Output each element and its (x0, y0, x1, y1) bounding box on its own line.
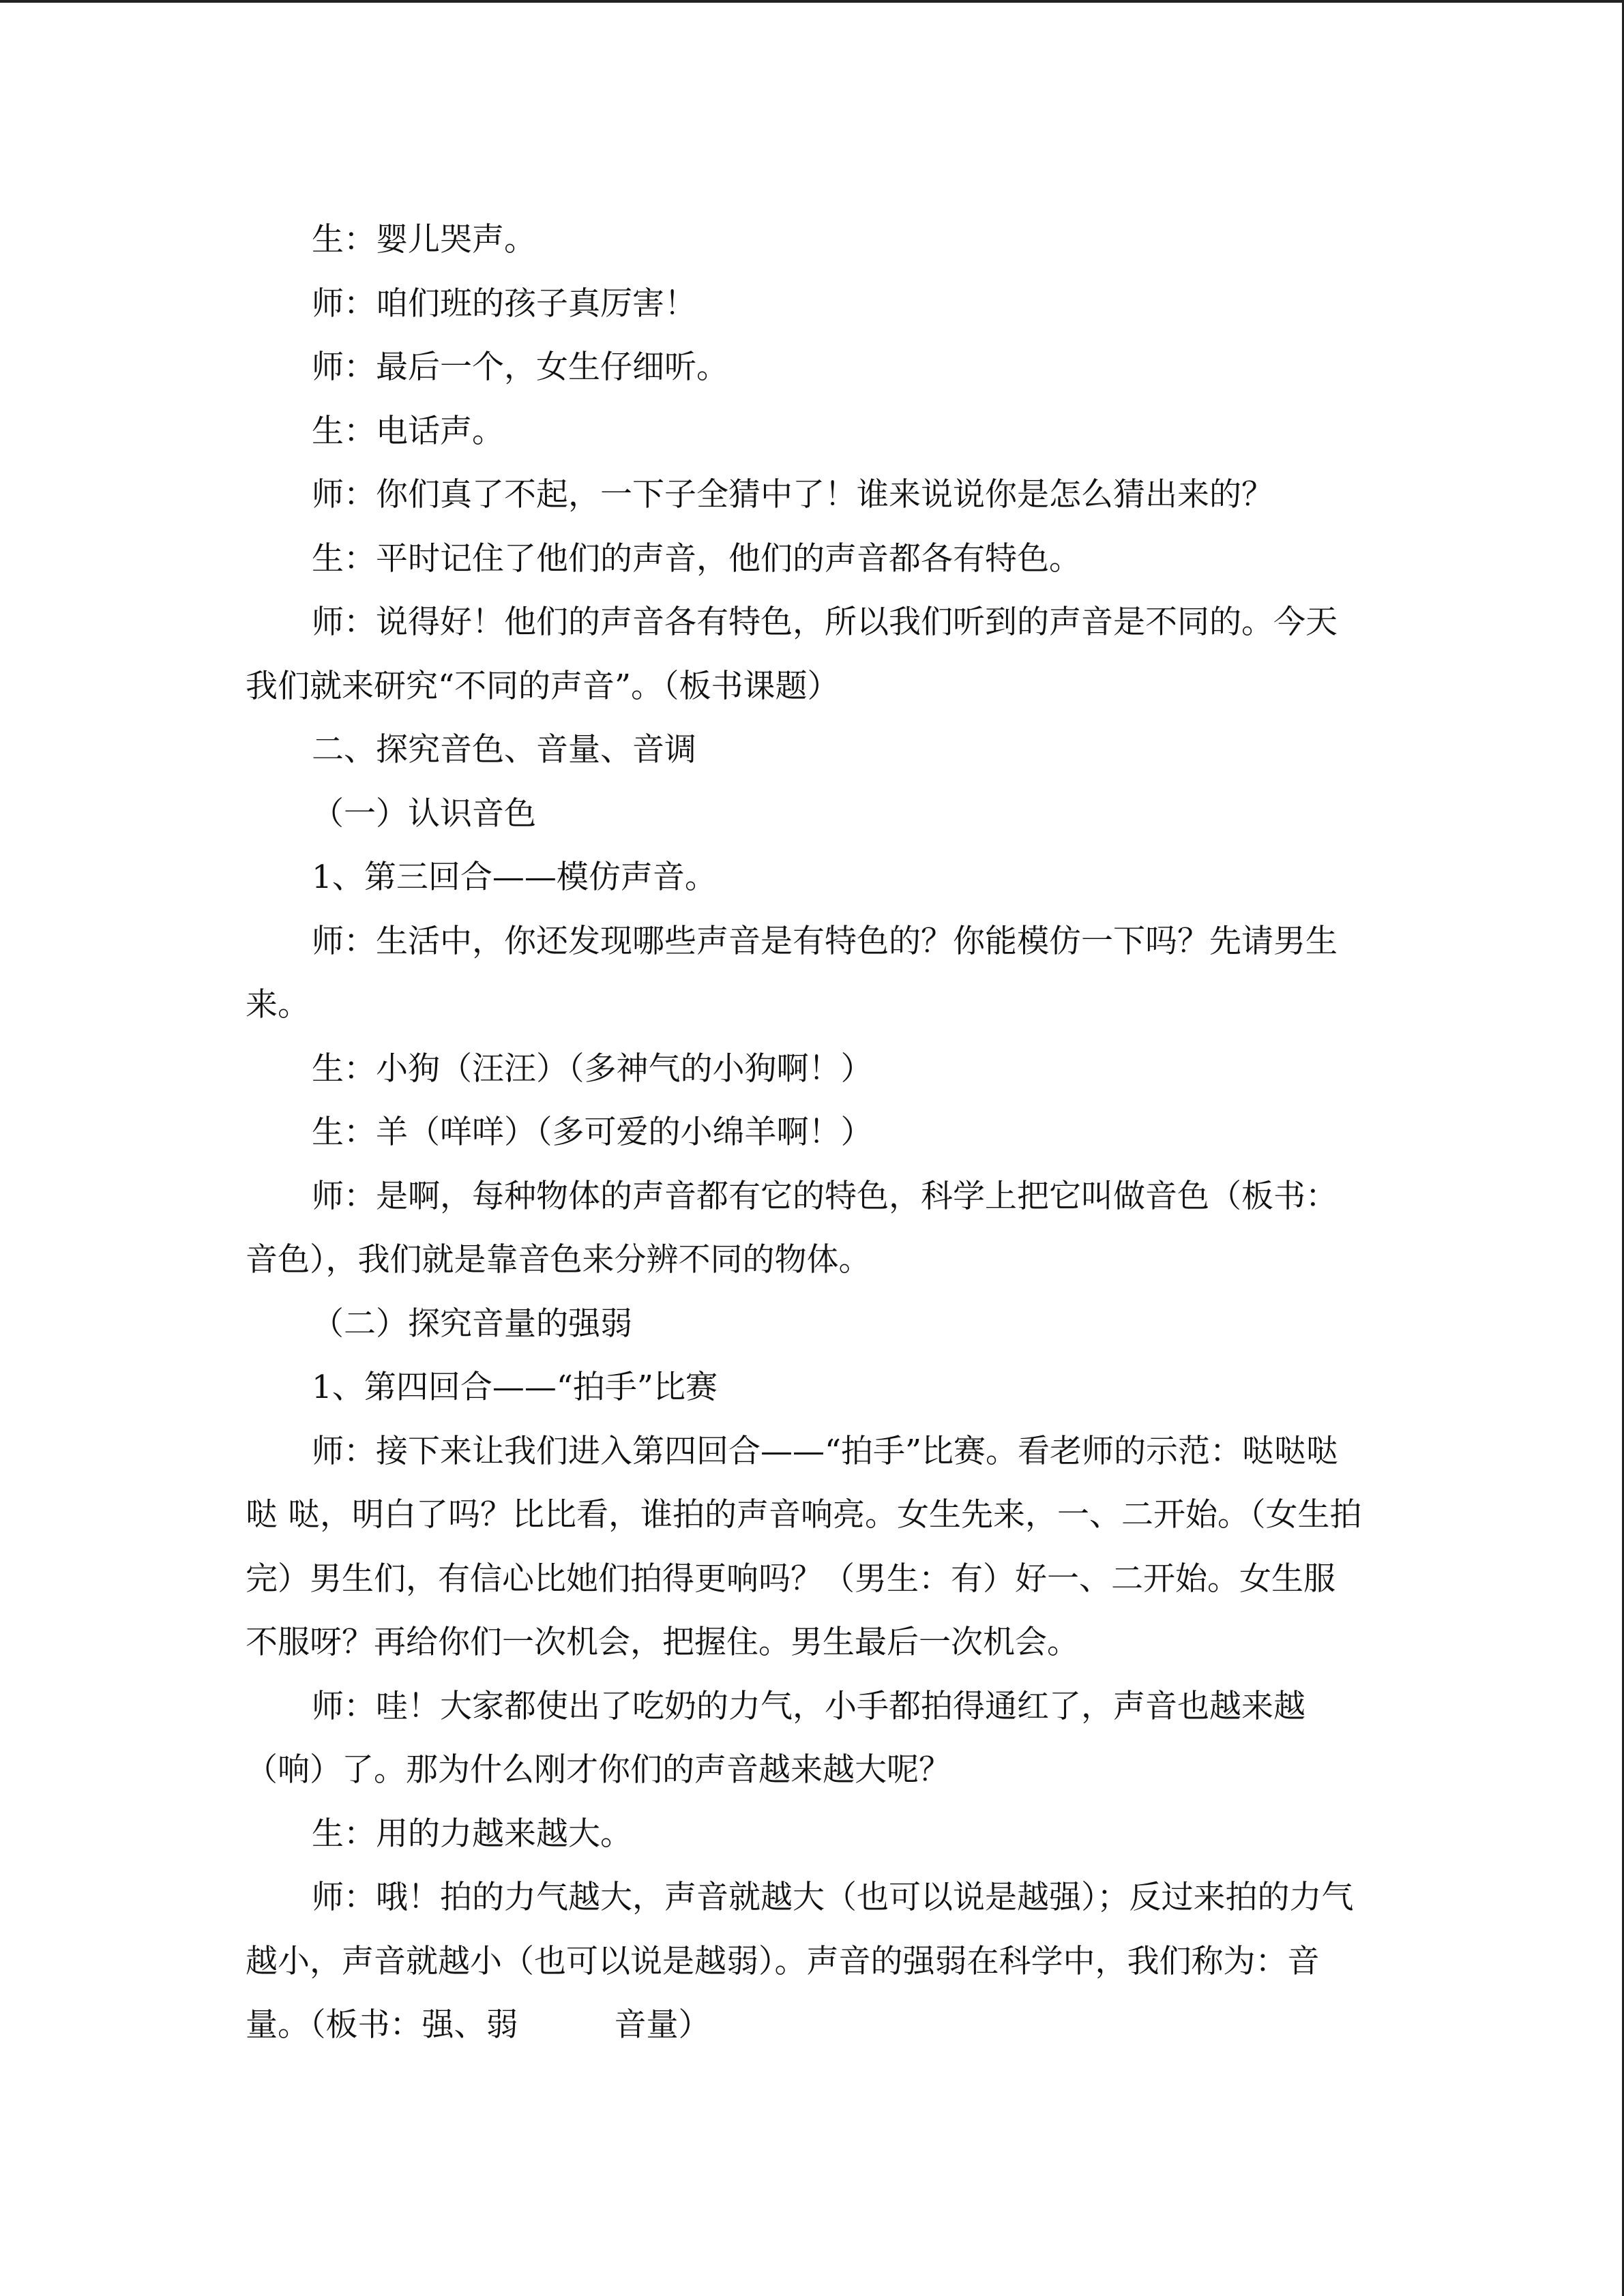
paragraph-dialogue: 生：小狗（汪汪）（多神气的小狗啊！） (312, 1049, 873, 1088)
paragraph-dialogue: 生：平时记住了他们的声音，他们的声音都各有特色。 (312, 539, 1081, 578)
subsection-heading: （二）探究音量的强弱 (312, 1304, 632, 1343)
paragraph-dialogue: 生：用的力越来越大。 (312, 1815, 632, 1853)
paragraph-dialogue: 师：你们真了不起，一下子全猜中了！谁来说说你是怎么猜出来的？ (312, 476, 1273, 513)
paragraph-dialogue: 生：电话声。 (312, 412, 504, 450)
paragraph-dialogue: 师：说得好！他们的声音各有特色，所以我们听到的声音是不同的。今天我们就来研究“不同的声音”。（板书课题） (246, 603, 1338, 705)
step-heading: 1、第三回合——模仿声音。 (312, 859, 717, 896)
paragraph-dialogue: 师：最后一个，女生仔细听。 (312, 348, 728, 386)
paragraph-dialogue: 师：接下来让我们进入第四回合——“拍手”比赛。看老师的示范：哒哒哒哒 哒，明白了吗？比比看，谁拍的声音响亮。女生先来，一、二开始。（女生拍完）男生们，有信心比她们拍得更响吗？（男生：有）好一、二开始。女生服不服呀？再给你们一次机会，把握住。男生最后一次机会。 (246, 1432, 1362, 1661)
paragraph-dialogue: 师：生活中，你还发现哪些声音是有特色的？你能模仿一下吗？先请男生来。 (246, 922, 1338, 1024)
paragraph-dialogue: 师：咱们班的孩子真厉害！ (312, 284, 696, 323)
paragraph-dialogue: 生：婴儿哭声。 (312, 221, 536, 258)
paragraph-dialogue: 师：是啊，每种物体的声音都有它的特色，科学上把它叫做音色（板书：音色），我们就是靠音色来分辨不同的物体。 (246, 1177, 1338, 1279)
document-body (246, 208, 1364, 2057)
step-heading: 1、第四回合——“拍手”比赛 (312, 1369, 718, 1406)
paragraph-dialogue: 师：哇！大家都使出了吃奶的力气，小手都拍得通红了，声音也越来越（响）了。那为什么刚才你们的声音越来越大呢？ (246, 1687, 1305, 1789)
paragraph-dialogue: 师：哦！拍的力气越大，声音就越大（也可以说是越强）；反过来拍的力气越小，声音就越小（也可以说是越弱）。声音的强弱在科学中，我们称为：音量。（板书：强、弱 音量） (246, 1879, 1354, 2044)
subsection-heading: （一）认识音色 (312, 794, 536, 833)
paragraph-dialogue: 生：羊（咩咩）（多可爱的小绵羊啊！） (312, 1114, 873, 1151)
page-top-border (0, 0, 1624, 3)
section-heading: 二、探究音色、音量、音调 (312, 731, 696, 769)
